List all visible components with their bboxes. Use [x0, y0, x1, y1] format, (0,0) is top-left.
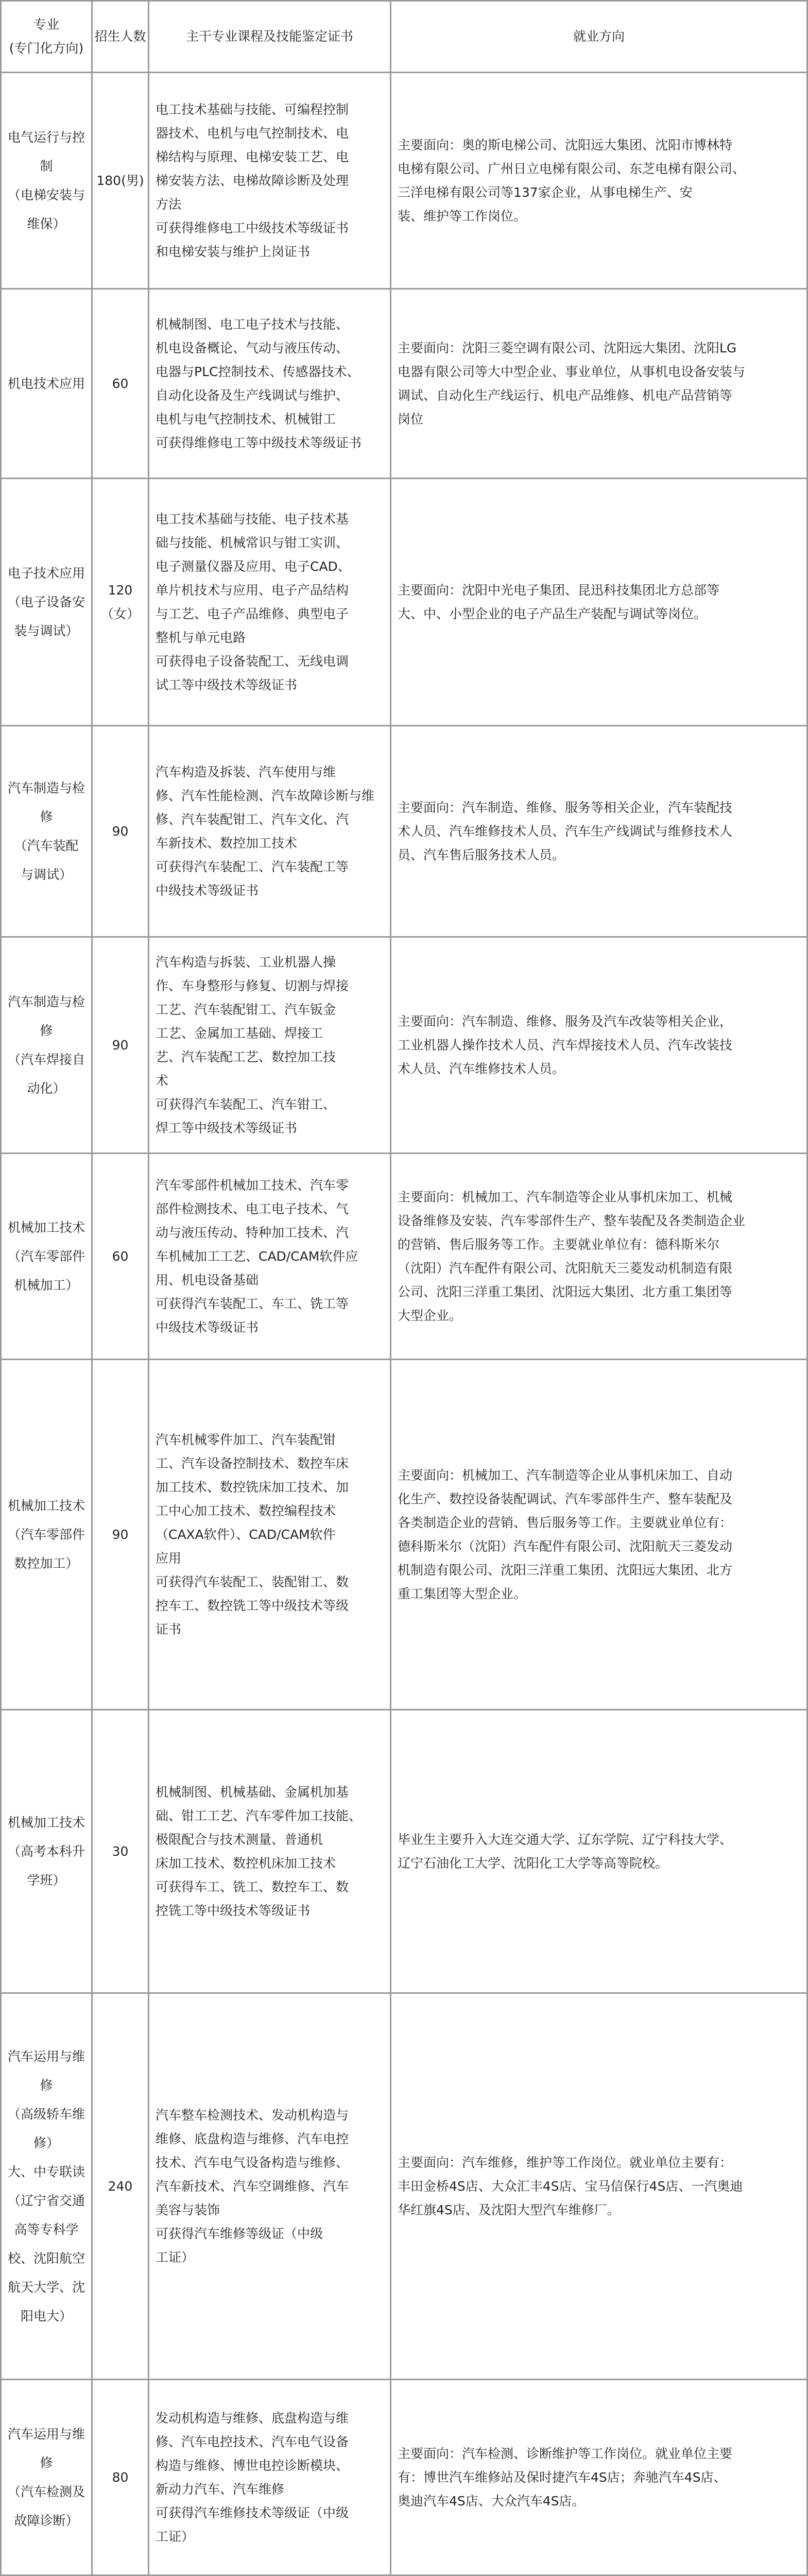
table-row-major — [0, 1360, 93, 1710]
table-row-enrollment — [93, 1154, 149, 1360]
enrollment-text: 30 — [112, 1843, 129, 1859]
header-courses — [149, 0, 391, 73]
table-row-major — [0, 2380, 93, 2576]
enrollment-text: 120 （女） — [100, 582, 140, 621]
header-major — [0, 0, 93, 73]
employment-text: 主要面向：沈阳中光电子集团、昆迅科技集团北方总部等 大、中、小型企业的电子产品生产装配与调试等岗位。 — [398, 582, 720, 621]
enrollment-text: 60 — [112, 376, 129, 391]
employment-text: 主要面向：汽车维修，维护等工作岗位。就业单位主要有： 丰田金桥4S店、大众汇丰4S店、宝马信保行4S店、一汽奥迪 华红旗4S店、及沈阳大型汽车维修厂。 — [398, 2155, 743, 2217]
table-row-enrollment — [93, 1994, 149, 2380]
table-row-major — [0, 726, 93, 938]
courses-text: 汽车整车检测技术、发动机构造与 维修、底盘构造与维修、汽车电控 技术、汽车电气设备构造与维修、 汽车新技术、汽车空调维修、汽车 美容与装饰 可获得汽车维修等级证（中级 工证） — [156, 2107, 349, 2265]
courses-text: 汽车构造与拆装、工业机器人操 作、车身整形与修复、切割与焊接 工艺、汽车装配钳工、汽车钣金 工艺、金属加工基础、焊接工 艺、汽车装配工艺、数控加工技 术 可获得汽车装配工、汽车钳工、 焊工等中级技术等级证书 — [156, 954, 349, 1136]
table-row-courses — [149, 1710, 391, 1994]
table-row-enrollment — [93, 938, 149, 1154]
major-text: 汽车制造与检 修 （汽车装配 与调试） — [7, 780, 85, 882]
employment-text: 主要面向：汽车检测、诊断维护等工作岗位。就业单位主要 有：博世汽车维修站及保时捷汽车4S店；奔驰汽车4S店、 奥迪汽车4S店、大众汽车4S店。 — [398, 2446, 733, 2509]
table-row-courses — [149, 1154, 391, 1360]
table-row-courses — [149, 2380, 391, 2576]
table-row-employment — [391, 1154, 808, 1360]
table-row-major — [0, 1994, 93, 2380]
courses-text: 汽车机械零件加工、汽车装配钳 工、汽车设备控制技术、数控车床 加工技术、数控铣床加工技术、加 工中心加工技术、数控编程技术 （CAXA软件）、CAD/CAM软件 应用 可获得汽车装配工、装配钳工、数 控车工、数控铣工等中级技术等级 证书 — [156, 1432, 349, 1637]
table-row-enrollment — [93, 2380, 149, 2576]
table-row-courses — [149, 938, 391, 1154]
employment-text: 毕业生主要升入大连交通大学、辽东学院、辽宁科技大学、 辽宁石油化工大学、沈阳化工大学等高等院校。 — [398, 1832, 733, 1871]
major-text: 电子技术应用 （电子设备安 装与调试） — [7, 565, 85, 638]
major-text: 汽车运用与维 修 （高级轿车维 修） 大、中专联读 （辽宁省交通 高等专科学 校、沈阳航空 航天大学、沈 阳电大） — [7, 2048, 85, 2324]
table-row-major — [0, 73, 93, 290]
major-text: 电气运行与控 制 （电梯安装与 维保） — [7, 129, 85, 231]
table-row-major — [0, 1710, 93, 1994]
header-enrollment — [93, 0, 149, 73]
employment-text: 主要面向：机械加工、汽车制造等企业从事机床加工、机械 设备维修及安装、汽车零部件生产、整车装配及各类制造企业 的营销、售后服务等工作。主要就业单位有：德科斯米尔 （沈阳）汽车配件有限公司、沈阳航天三菱发动机制造有限 公司、沈阳三洋重工集团、沈阳远大集团、北方重工集团等 大型企业。 — [398, 1189, 746, 1323]
table-row-employment — [391, 726, 808, 938]
table-row-employment — [391, 1710, 808, 1994]
table-row-employment — [391, 1360, 808, 1710]
courses-text: 汽车构造及拆装、汽车使用与维 修、汽车性能检测、汽车故障诊断与维 修、汽车装配钳工、汽车文化、汽 车新技术、数控加工技术 可获得汽车装配工、汽车装配工等 中级技术等级证书 — [156, 764, 375, 898]
enrollment-text: 180(男) — [96, 173, 144, 188]
table-row-courses — [149, 1360, 391, 1710]
header-courses-text: 主干专业课程及技能鉴定证书 — [185, 29, 353, 44]
table-row-enrollment — [93, 726, 149, 938]
table-row-courses — [149, 726, 391, 938]
enrollment-text: 80 — [112, 2469, 129, 2485]
major-text: 机械加工技术 （高考本科升 学班） — [7, 1815, 85, 1888]
major-text: 汽车制造与检 修 （汽车焊接自 动化） — [7, 994, 85, 1096]
employment-text: 主要面向：奥的斯电梯公司、沈阳远大集团、沈阳市博林特 电梯有限公司、广州日立电梯有限公司、东芝电梯有限公司、 三洋电梯有限公司等137家企业，从事电梯生产、安 装、维护等工作岗位。 — [398, 137, 746, 224]
enrollment-text: 90 — [112, 1037, 129, 1053]
enrollment-text: 60 — [112, 1248, 129, 1264]
courses-text: 机械制图、机械基础、金属机加基 础、钳工工艺、汽车零件加工技能、 极限配合与技术测量、普通机 床加工技术、数控机床加工技术 可获得车工、铣工、数控车工、数 控铣工等中级技术等级证书 — [156, 1784, 362, 1918]
header-employment — [391, 0, 808, 73]
major-text: 汽车运用与维 修 （汽车检测及 故障诊断） — [7, 2426, 85, 2528]
table-row-employment — [391, 938, 808, 1154]
major-text: 机电技术应用 — [7, 376, 85, 391]
courses-text: 电工技术基础与技能、电子技术基 础与技能、机械常识与钳工实训、 电子测量仪器及应用、电子CAD、 单片机技术与应用、电子产品结构 与工艺、电子产品维修、典型电子 整机与单元电路 可获得电子设备装配工、无线电调 试工等中级技术等级证书 — [156, 511, 351, 692]
table-row-employment — [391, 1994, 808, 2380]
major-text: 机械加工技术 （汽车零部件 数控加工） — [7, 1498, 85, 1571]
major-text: 机械加工技术 （汽车零部件 机械加工） — [7, 1219, 85, 1293]
table-row-employment — [391, 73, 808, 290]
enrollment-text: 240 — [108, 2178, 133, 2194]
enrollment-text: 90 — [112, 1527, 129, 1542]
table-row-employment — [391, 290, 808, 479]
table-row-enrollment — [93, 1710, 149, 1994]
table-row-major — [0, 290, 93, 479]
table-row-courses — [149, 479, 391, 726]
table-row-major — [0, 938, 93, 1154]
employment-text: 主要面向：机械加工、汽车制造等企业从事机床加工、自动 化生产、数控设备装配调试、汽车零部件生产、整车装配及 各类制造企业的营销、售后服务等工作。主要就业单位有： 德科斯米尔（沈阳）汽车配件有限公司、沈阳航天三菱发动 机制造有限公司、沈阳三洋重工集团、沈阳远大集团、北方 重工集团等大型企业。 — [398, 1467, 733, 1601]
table-row-major — [0, 479, 93, 726]
table-row-employment — [391, 2380, 808, 2576]
table-row-courses — [149, 1994, 391, 2380]
enrollment-text: 90 — [112, 823, 129, 839]
table-row-enrollment — [93, 479, 149, 726]
courses-text: 电工技术基础与技能、可编程控制 器技术、电机与电气控制技术、电 梯结构与原理、电梯安装工艺、电 梯安装方法、电梯故障诊断及处理 方法 可获得维修电工中级技术等级证书 和电梯安装与维护上岗证书 — [156, 101, 349, 259]
table-row-enrollment — [93, 73, 149, 290]
table-row-major — [0, 1154, 93, 1360]
employment-text: 主要面向：沈阳三菱空调有限公司、沈阳远大集团、沈阳LG 电器有限公司等大中型企业、事业单位，从事机电设备安装与 调试、自动化生产线运行、机电产品维修、机电产品营销等 岗位 — [398, 340, 746, 427]
employment-text: 主要面向：汽车制造、维修、服务等相关企业，汽车装配技 术人员、汽车维修技术人员、汽车生产线调试与维修技术人 员、汽车售后服务技术人员。 — [398, 800, 733, 862]
employment-text: 主要面向：汽车制造、维修、服务及汽车改装等相关企业， 工业机器人操作技术人员、汽车焊接技术人员、汽车改装技 术人员、汽车维修技术人员。 — [398, 1013, 733, 1076]
courses-text: 汽车零部件机械加工技术、汽车零 部件检测技术、电工电子技术、气 动与液压传动、特种加工技术、汽 车机械加工工艺、CAD/CAM软件应 用、机电设备基础 可获得汽车装配工、车工、铣工等 中级技术等级证书 — [156, 1177, 358, 1335]
courses-text: 机械制图、电工电子技术与技能、 机电设备概论、气动与液压传动、 电器与PLC控制技术、传感器技术、 自动化设备及生产线调试与维护、 电机与电气控制技术、机械钳工 可获得维修电工等中级技术等级证书 — [156, 316, 362, 450]
header-major-text: 专业 (专门化方向) — [9, 17, 84, 56]
table-row-employment — [391, 479, 808, 726]
header-employment-text: 就业方向 — [573, 29, 625, 44]
table-row-enrollment — [93, 290, 149, 479]
table-row-courses — [149, 290, 391, 479]
courses-text: 发动机构造与维修、底盘构造与维 修、汽车电控技术、汽车电气设备 构造与维修、博世电控诊断模块、 新动力汽车、汽车维修 可获得汽车维修技术等级证（中级 工证） — [156, 2410, 349, 2544]
header-enrollment-text: 招生人数 — [94, 29, 146, 44]
table-row-enrollment — [93, 1360, 149, 1710]
table-row-courses — [149, 73, 391, 290]
